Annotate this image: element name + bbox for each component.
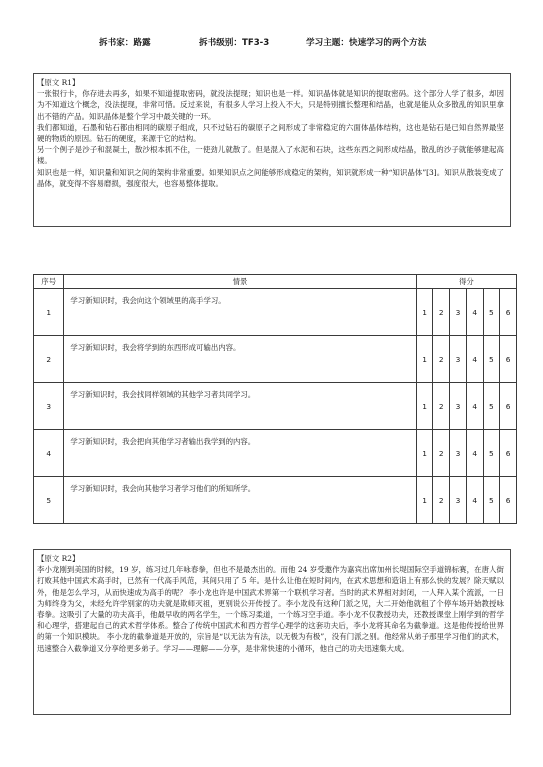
- author-label: 拆书家：路露: [99, 38, 151, 48]
- table-row: [34, 289, 517, 336]
- source-text-r1: [33, 73, 511, 227]
- header-number: 序号: [34, 275, 64, 289]
- score-option-3[interactable]: 3: [450, 383, 467, 430]
- self-rating-table: [33, 274, 517, 524]
- row-number: 2: [34, 336, 64, 383]
- r1-paragraph-1: 一张银行卡，你存进去再多，如果不知道提取密码，就没法提现；知识也是一样。知识晶体就是知识的提取密码。这个部分人学了很多，却因为不知道这个概念，没法提现，非常可惜。反过来说，有很多人学习上投入不大，只是特别擅长整理和结晶，也就是能从众多散乱的知识里拿出不错的产品。知识晶体是整个学习中最关键的一环。: [37, 89, 504, 121]
- score-option-4[interactable]: 4: [466, 430, 483, 477]
- row-scenario: 学习新知识时，我会找同样领域的其他学习者共同学习。: [64, 383, 416, 430]
- score-option-4[interactable]: 4: [466, 289, 483, 336]
- header-scenario: 情景: [64, 275, 416, 289]
- level-label: 拆书级别：TF3-3: [199, 38, 270, 48]
- table-row: [34, 477, 517, 524]
- score-option-2[interactable]: 2: [433, 477, 450, 524]
- r1-paragraph-2: 我们都知道，石墨和钻石都由相同的碳原子组成，只不过钻石的碳原子之间形成了非常稳定的六面体晶体结构，这也是钻石是已知自然界最坚硬的物质的原因。钻石的硬度，来源于它的结构。: [37, 122, 504, 144]
- source-text-r2: [33, 549, 511, 715]
- score-option-3[interactable]: 3: [450, 477, 467, 524]
- score-option-4[interactable]: 4: [466, 383, 483, 430]
- row-number: 3: [34, 383, 64, 430]
- score-option-2[interactable]: 2: [433, 289, 450, 336]
- table-row: [34, 336, 517, 383]
- score-option-1[interactable]: 1: [416, 430, 433, 477]
- score-option-6[interactable]: 6: [500, 477, 517, 524]
- header-score: 得分: [416, 275, 516, 289]
- score-option-6[interactable]: 6: [500, 289, 517, 336]
- score-option-6[interactable]: 6: [500, 430, 517, 477]
- table-row: [34, 430, 517, 477]
- score-option-5[interactable]: 5: [483, 289, 500, 336]
- score-option-6[interactable]: 6: [500, 336, 517, 383]
- score-option-2[interactable]: 2: [433, 430, 450, 477]
- row-scenario: 学习新知识时，我会向这个领域里的高手学习。: [64, 289, 416, 336]
- row-number: 1: [34, 289, 64, 336]
- score-option-1[interactable]: 1: [416, 477, 433, 524]
- score-option-2[interactable]: 2: [433, 336, 450, 383]
- page-header: [0, 36, 543, 50]
- score-option-5[interactable]: 5: [483, 336, 500, 383]
- score-option-3[interactable]: 3: [450, 336, 467, 383]
- table-header-row: [34, 275, 517, 289]
- score-option-3[interactable]: 3: [450, 289, 467, 336]
- score-option-4[interactable]: 4: [466, 336, 483, 383]
- row-scenario: 学习新知识时，我会把向其他学习者输出我学到的内容。: [64, 430, 416, 477]
- score-option-1[interactable]: 1: [416, 336, 433, 383]
- score-option-3[interactable]: 3: [450, 430, 467, 477]
- r1-tag: 【原文 R1】: [37, 78, 80, 87]
- score-option-5[interactable]: 5: [483, 430, 500, 477]
- r2-paragraph-1: 李小龙刚到美国的时候，19 岁，练习过几年咏春拳，但也不是最杰出的。而他 24 岁受邀作为嘉宾出席加州长堤国际空手道锦标赛，在唐人街打败其他中国武术高手时，已然有一代高手风范，其间只用了 5 年。是什么让他在短时间内，在武术思想和造诣上有那么快的发展？除天赋以外，他是怎么学习，从而快速成为高手的呢？ 李小龙也许是中国武术界第一个联机学习者。当时的武术界相对封闭，一人拜入某个流派，一日为师终身为父，未经允许学别家的功夫就是欺师灭祖，更别说公开传授了。李小龙没有这种门派之见，大二开始他就租了个停车场开始教授咏春拳。这吸引了大量的功夫高手，他最早收的两名学生，一个练习柔道，一个练习空手道。李小龙不仅教授功夫，还教授课堂上刚学到的哲学和心理学，搭建起自己的武术哲学体系。整合了传统中国武术和西方哲学心理学的这套功夫后，李小龙将其命名为截拳道。这是他传授给世界的第一个知识模块。 李小龙的截拳道是开放的，宗旨是“以无法为有法，以无极为有极”，没有门派之别。他经常从弟子那里学习他们的武术，迅速整合入截拳道又分享给更多弟子。学习——理解——分享，是非常快速的小循环，他自己的功夫迅速集大成。: [37, 565, 504, 653]
- r2-tag: 【原文 R2】: [37, 554, 80, 563]
- score-option-1[interactable]: 1: [416, 289, 433, 336]
- r1-paragraph-3: 另一个例子是沙子和混凝土，散沙根本抓不住，一使劲儿就散了。但是混入了水泥和石块，这些东西之间形成结晶，散乱的沙子就能够建起高楼。: [37, 145, 504, 166]
- row-number: 5: [34, 477, 64, 524]
- row-scenario: 学习新知识时，我会向其他学习者学习他们的所知所学。: [64, 477, 416, 524]
- topic-label: 学习主题：快速学习的两个方法: [306, 38, 427, 48]
- row-number: 4: [34, 430, 64, 477]
- score-option-2[interactable]: 2: [433, 383, 450, 430]
- table-row: [34, 383, 517, 430]
- score-option-6[interactable]: 6: [500, 383, 517, 430]
- score-option-1[interactable]: 1: [416, 383, 433, 430]
- row-scenario: 学习新知识时，我会将学到的东西形成可输出内容。: [64, 336, 416, 383]
- score-option-5[interactable]: 5: [483, 383, 500, 430]
- score-option-4[interactable]: 4: [466, 477, 483, 524]
- r1-paragraph-4: 知识也是一样，知识量和知识之间的架构非常重要。如果知识点之间能够形成稳定的架构，知识就形成一种“知识晶体”[3]。知识从散装变成了晶体，就变得不容易磨损，强度很大，也容易整体提取。: [37, 167, 504, 188]
- score-option-5[interactable]: 5: [483, 477, 500, 524]
